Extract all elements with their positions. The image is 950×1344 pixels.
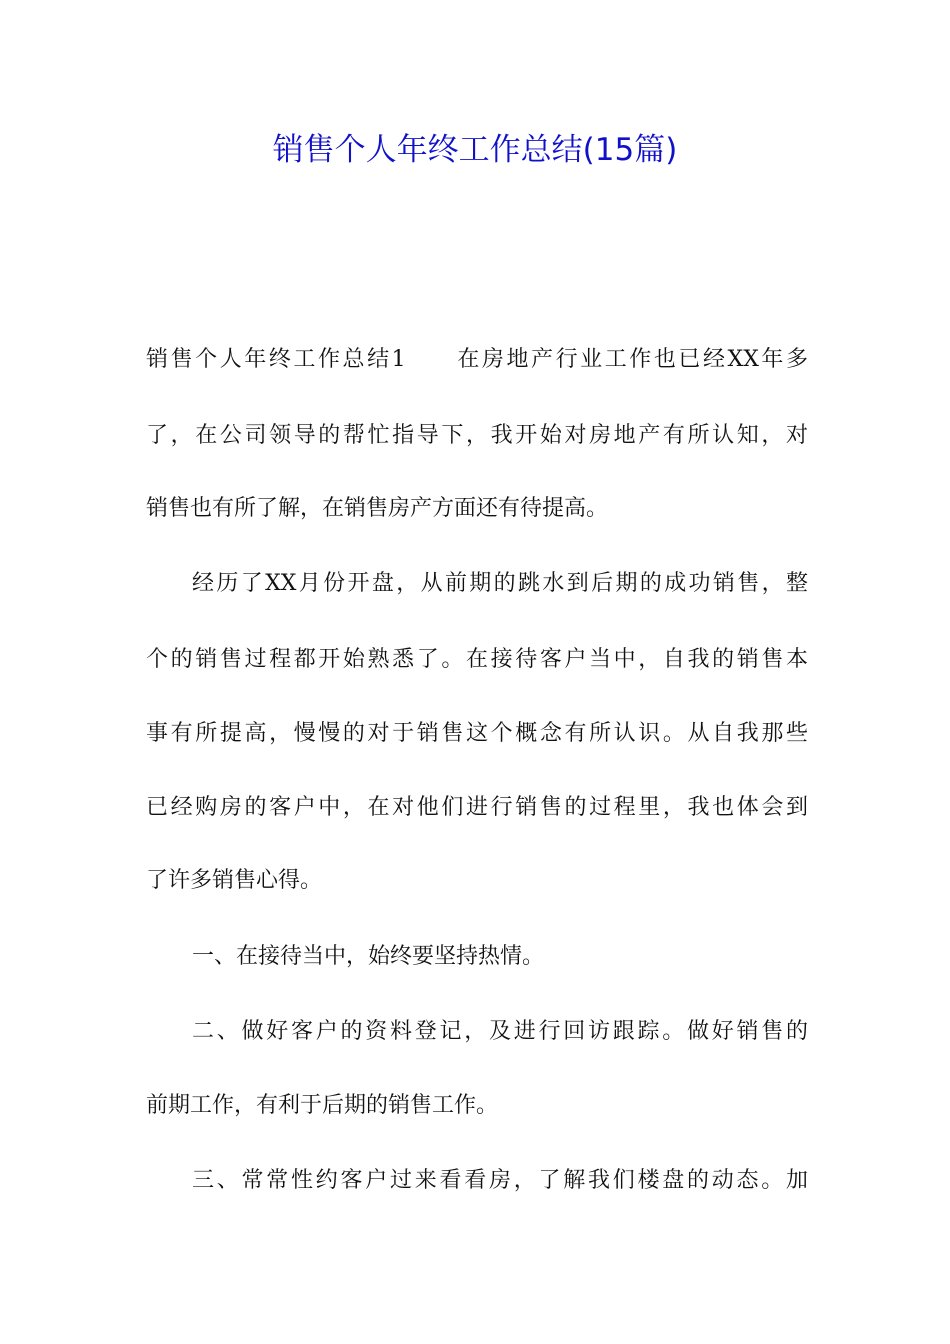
list-item-line: 三、常常性约客户过来看看房，了解我们楼盘的动态。加: [192, 1168, 808, 1193]
list-item-line: 二、做好客户的资料登记，及进行回访跟踪。做好销售的: [192, 1019, 808, 1044]
paragraph-line: 事有所提高，慢慢的对于销售这个概念有所认识。从自我那些: [146, 721, 808, 746]
paragraph-line: 前期工作，有利于后期的销售工作。: [146, 1093, 499, 1118]
paragraph-line: 经历了XX月份开盘，从前期的跳水到后期的成功销售，整: [192, 571, 808, 596]
paragraph-line: 了，在公司领导的帮忙指导下，我开始对房地产有所认知，对: [146, 423, 808, 448]
paragraph-line: 销售也有所了解，在销售房产方面还有待提高。: [146, 496, 609, 521]
paragraph-line: 已经购房的客户中，在对他们进行销售的过程里，我也体会到: [146, 795, 808, 820]
list-item-line: 一、在接待当中，始终要坚持热情。: [192, 944, 545, 969]
paragraph-line: 了许多销售心得。: [146, 868, 323, 893]
paragraph-line: 个的销售过程都开始熟悉了。在接待客户当中，自我的销售本: [146, 647, 808, 672]
paragraph-line: 销售个人年终工作总结1 在房地产行业工作也已经XX年多: [146, 347, 808, 372]
document-title: 销售个人年终工作总结(15篇): [272, 132, 678, 168]
